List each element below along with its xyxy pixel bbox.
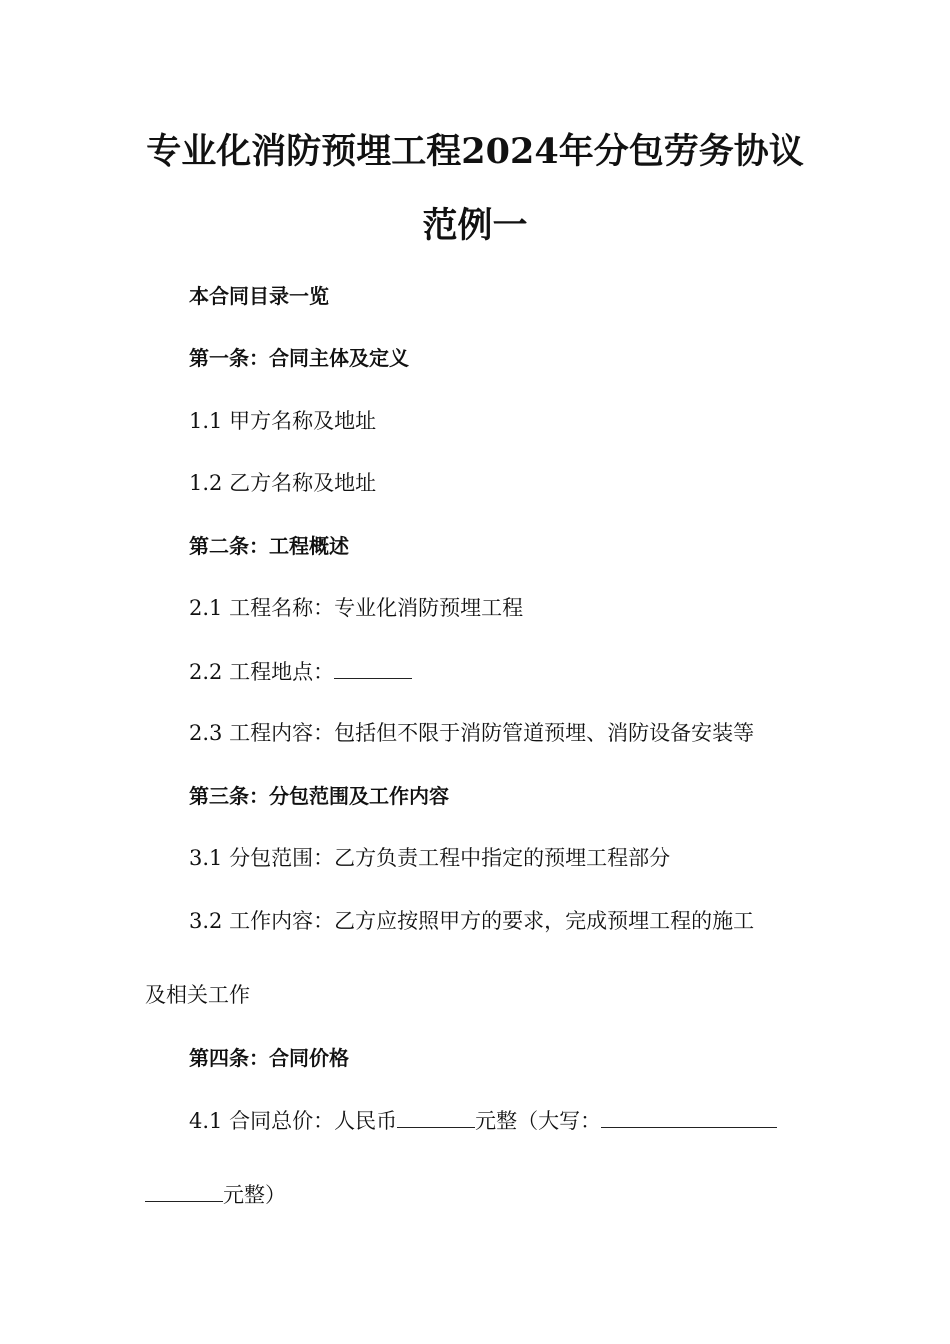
item-3-2-line-1: 3.2 工作内容：乙方应按照甲方的要求，完成预埋工程的施工 xyxy=(189,909,755,933)
item-3-1: 3.1 分包范围：乙方负责工程中指定的预埋工程部分 xyxy=(189,846,671,870)
item-4-1-end: 元整） xyxy=(223,1183,286,1207)
item-1-1: 1.1 甲方名称及地址 xyxy=(189,409,377,433)
document-title-line-1: 专业化消防预埋工程2024年分包劳务协议 xyxy=(146,131,804,172)
item-2-1: 2.1 工程名称：专业化消防预埋工程 xyxy=(189,596,524,620)
item-2-3: 2.3 工程内容：包括但不限于消防管道预埋、消防设备安装等 xyxy=(189,721,755,745)
item-4-1-line-2 xyxy=(145,1180,825,1209)
fill-in-blank xyxy=(145,1180,223,1202)
item-4-1-label: 4.1 合同总价：人民币 xyxy=(189,1109,398,1133)
article-4-heading: 第四条：合同价格 xyxy=(189,1046,349,1070)
item-4-1-middle: 元整（大写： xyxy=(475,1109,602,1133)
article-2-heading: 第二条：工程概述 xyxy=(189,534,349,558)
item-4-1-line-1 xyxy=(145,1106,869,1135)
item-3-2-line-2: 及相关工作 xyxy=(145,983,250,1007)
document-title-line-2: 范例一 xyxy=(422,205,528,246)
item-2-2 xyxy=(145,657,869,686)
article-3-heading: 第三条：分包范围及工作内容 xyxy=(189,784,449,808)
item-2-2-label: 2.2 工程地点： xyxy=(189,660,335,684)
fill-in-blank xyxy=(397,1106,475,1128)
item-1-2: 1.2 乙方名称及地址 xyxy=(189,471,377,495)
fill-in-blank xyxy=(334,657,412,679)
fill-in-blank xyxy=(601,1106,777,1128)
toc-heading: 本合同目录一览 xyxy=(189,284,329,308)
article-1-heading: 第一条：合同主体及定义 xyxy=(189,346,409,370)
